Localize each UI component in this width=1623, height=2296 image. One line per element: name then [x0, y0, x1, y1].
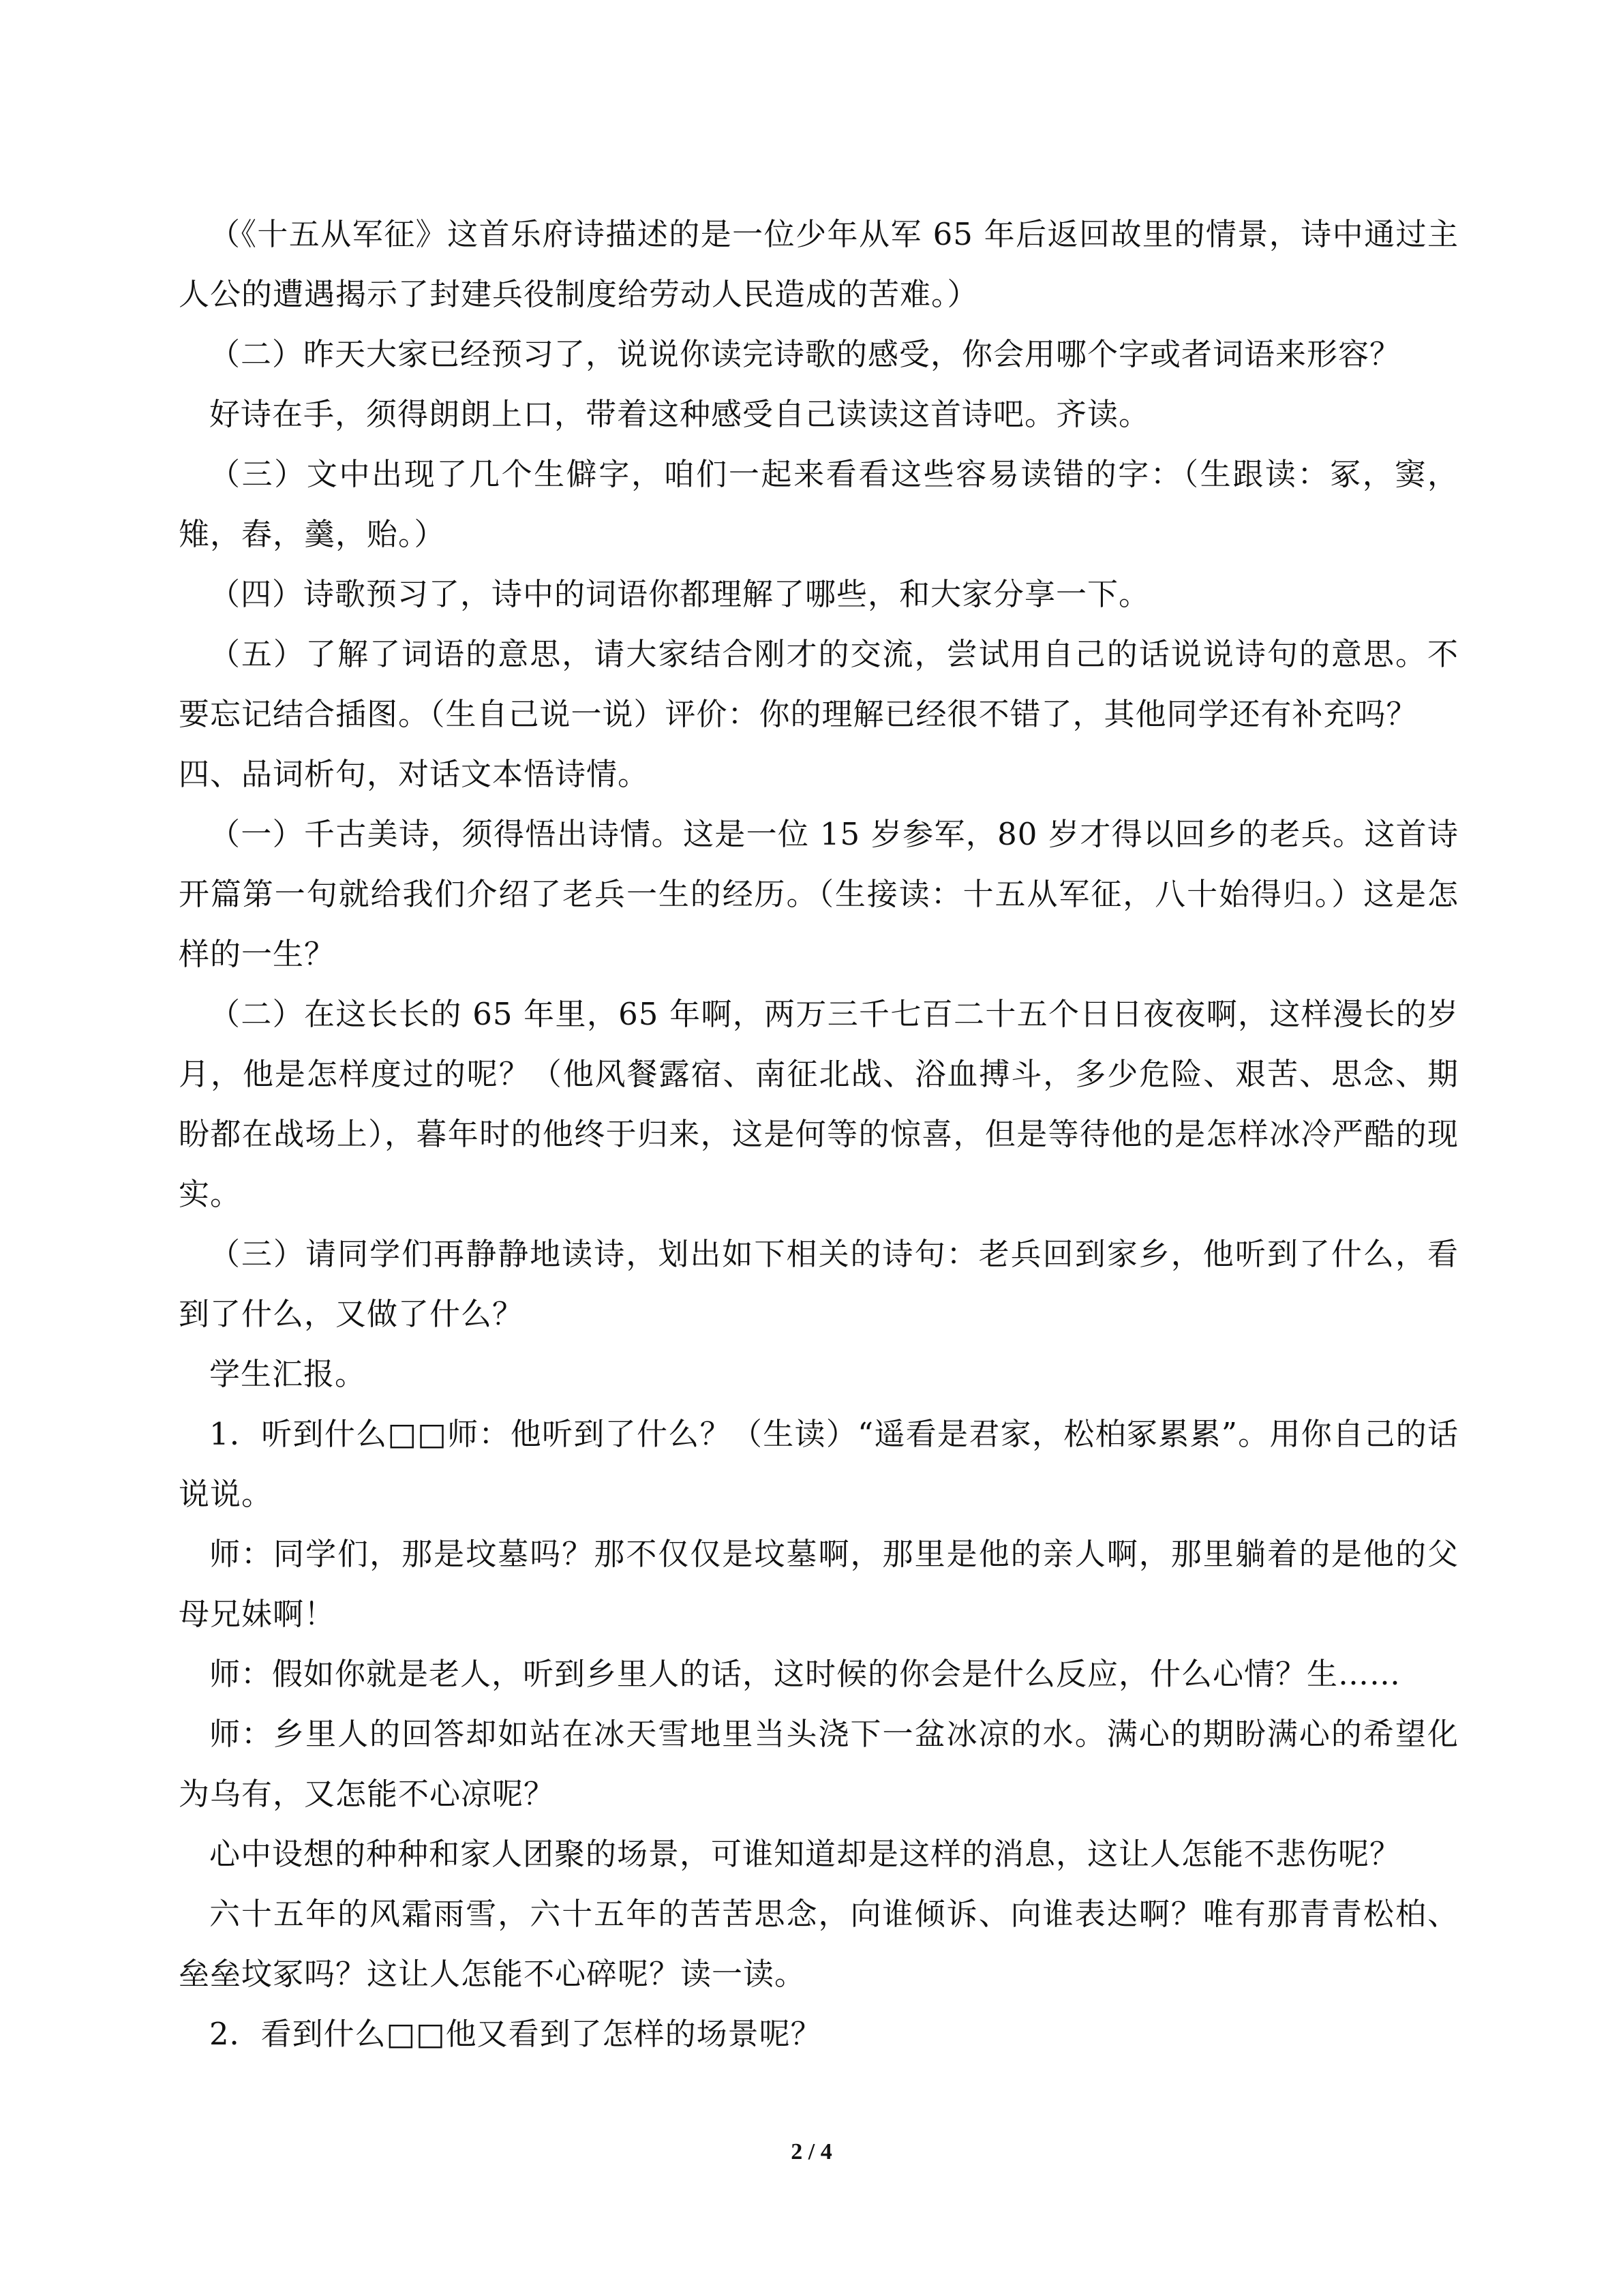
- page-number: 2 / 4: [791, 2139, 832, 2164]
- paragraph-poem-intro: （《十五从军征》这首乐府诗描述的是一位少年从军 65 年后返回故里的情景，诗中通过主人公的遭遇揭示了封建兵役制度给劳动人民造成的苦难。）: [179, 216, 1459, 312]
- paragraph-step-3: （三）文中出现了几个生僻字，咱们一起来看看这些容易读错的字：（生跟读：冢，窦，雉，舂，羹，贻。）: [179, 456, 1459, 552]
- paragraph-step-2: （二）昨天大家已经预习了，说说你读完诗歌的感受，你会用哪个字或者词语来形容？: [209, 336, 1401, 372]
- section-heading-4: 四、品词析句，对话文本悟诗情。: [179, 756, 650, 792]
- paragraph-teacher-graves: 师：同学们，那是坟墓吗？那不仅仅是坟墓啊，那里是他的亲人啊，那里躺着的是他的父母兄妹啊！: [179, 1536, 1459, 1632]
- paragraph-sixty-five-years: 六十五年的风霜雨雪，六十五年的苦苦思念，向谁倾诉、向谁表达啊？唯有那青青松柏、垒垒坟冢吗？这让人怎能不心碎呢？读一读。: [179, 1896, 1459, 1992]
- paragraph-heard-what: 1．听到什么□□师：他听到了什么？（生读）“遥看是君家，松柏冢累累”。用你自己的话说说。: [179, 1416, 1459, 1512]
- paragraph-step-4: （四）诗歌预习了，诗中的词语你都理解了哪些，和大家分享一下。: [209, 576, 1151, 612]
- paragraph-teacher-cold-water: 师：乡里人的回答却如站在冰天雪地里当头浇下一盆冰凉的水。满心的期盼满心的希望化为乌有，又怎能不心凉呢？: [179, 1716, 1459, 1812]
- paragraph-sad-news: 心中设想的种种和家人团聚的场景，可谁知道却是这样的消息，这让人怎能不悲伤呢？: [209, 1836, 1401, 1872]
- paragraph-teacher-reaction: 师：假如你就是老人，听到乡里人的话，这时候的你会是什么反应，什么心情？生……: [209, 1656, 1401, 1692]
- paragraph-read-aloud: 好诗在手，须得朗朗上口，带着这种感受自己读读这首诗吧。齐读。: [209, 396, 1151, 432]
- paragraph-section4-step-2: （二）在这长长的 65 年里，65 年啊，两万三千七百二十五个日日夜夜啊，这样漫长的岁月，他是怎样度过的呢？（他风餐露宿、南征北战、浴血搏斗，多少危险、艰苦、思念、期盼都在战场上），暮年时的他终于归来，这是何等的惊喜，但是等待他的是怎样冰冷严酷的现实。: [179, 996, 1459, 1212]
- paragraph-section4-step-3: （三）请同学们再静静地读诗，划出如下相关的诗句：老兵回到家乡，他听到了什么，看到了什么，又做了什么？: [179, 1236, 1459, 1332]
- paragraph-student-report: 学生汇报。: [209, 1356, 367, 1392]
- document-body: [179, 205, 1459, 2064]
- paragraph-saw-what: 2．看到什么□□他又看到了怎样的场景呢？: [209, 2016, 822, 2052]
- paragraph-step-5: （五）了解了词语的意思，请大家结合刚才的交流，尝试用自己的话说说诗句的意思。不要忘记结合插图。（生自己说一说）评价：你的理解已经很不错了，其他同学还有补充吗？: [179, 636, 1459, 732]
- paragraph-section4-step-1: （一）千古美诗，须得悟出诗情。这是一位 15 岁参军，80 岁才得以回乡的老兵。这首诗开篇第一句就给我们介绍了老兵一生的经历。（生接读：十五从军征，八十始得归。）这是怎样的一生？: [179, 816, 1459, 972]
